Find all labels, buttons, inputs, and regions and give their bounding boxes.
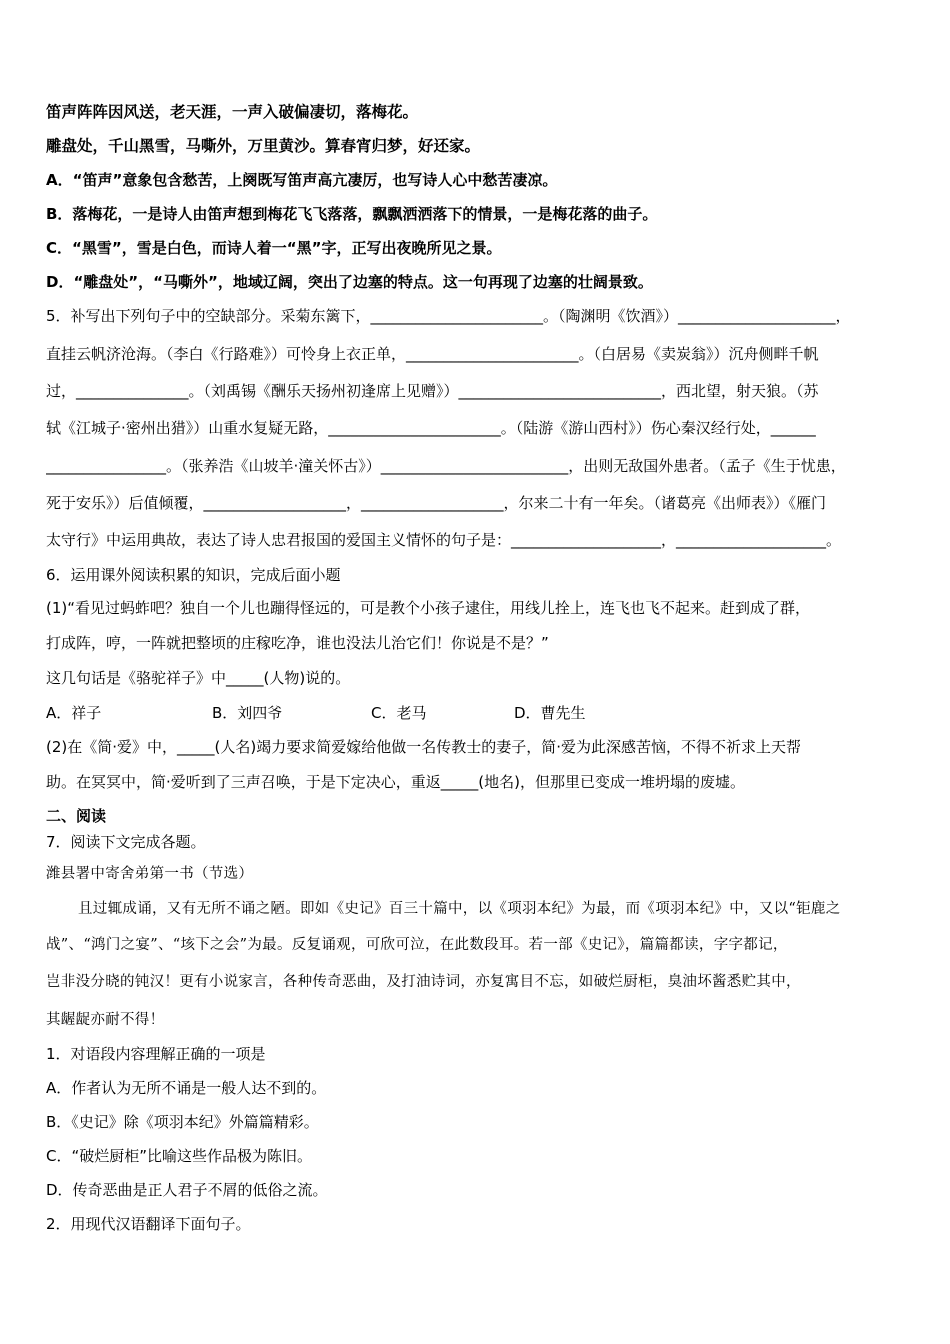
q6-p1-line-1: (1)“看见过蚂蚱吧？独自一个儿也蹦得怪远的，可是教个小孩子逮住，用线儿拴上，连飞也飞不起来。赶到成了群，	[46, 599, 811, 617]
q6-option-d: D．曹先生	[514, 704, 586, 722]
sub-question-1: 1．对语段内容理解正确的一项是	[46, 1045, 266, 1063]
q4-option-d: D．“雕盘处”，“马嘶外”，地域辽阔，突出了边塞的特点。这一句再现了边塞的壮阔景致。	[46, 273, 653, 291]
sub-question-2: 2．用现代汉语翻译下面句子。	[46, 1215, 251, 1233]
q6-option-c: C．老马	[371, 704, 427, 722]
q5-line-6: 死于安乐》）后值倾覆，___________________，___________________，尔来二十有一年矣。（诸葛亮《出师表》）《雁门	[46, 494, 827, 512]
passage-line-2: 战”、“鸿门之宴”、“垓下之会”为最。反复诵观，可欣可泣，在此数段耳。若一部《史记》，篇篇都读，字字都记，	[46, 937, 788, 953]
q7-instruction: 7．阅读下文完成各题。	[46, 833, 206, 851]
passage-title: 潍县署中寄舍弟第一书（节选）	[46, 866, 254, 882]
sub1-option-d: D．传奇恶曲是正人君子不屑的低俗之流。	[46, 1181, 328, 1199]
poem-line-2: 雕盘处，千山黑雪，马嘶外，万里黄沙。算春宵归梦，好还家。	[46, 136, 481, 155]
q5-line-2: 直挂云帆济沧海。（李白《行路难》）可怜身上衣正单，_______________________。（白居易《卖炭翁》）沉舟侧畔千帆	[46, 345, 819, 363]
sub1-option-a: A．作者认为无所不诵是一般人达不到的。	[46, 1079, 327, 1097]
q6-option-b: B．刘四爷	[212, 704, 283, 722]
q5-line-7: 太守行》中运用典故，表达了诗人忠君报国的爱国主义情怀的句子是：____________________，____________________。	[46, 531, 842, 549]
q6-p1-line-2: 打成阵，哼，一阵就把整顷的庄稼吃净，谁也没法儿治它们！你说是不是？”	[46, 634, 549, 652]
passage-line-3: 岂非没分晓的钝汉！更有小说家言，各种传奇恶曲，及打油诗词，亦复寓目不忘，如破烂厨柜，臭油坏酱悉贮其中，	[46, 974, 801, 990]
q6-title: 6．运用课外阅读积累的知识，完成后面小题	[46, 566, 341, 584]
passage-line-1: 且过辄成诵，又有无所不诵之陋。即如《史记》百三十篇中，以《项羽本纪》为最，而《项羽本纪》中，又以“钜鹿之	[78, 901, 841, 917]
sub1-option-c: C．“破烂厨柜”比喻这些作品极为陈旧。	[46, 1147, 313, 1165]
q6-p2-line-1: (2)在《简·爱》中，_____(人名)竭力要求简爱嫁给他做一名传教士的妻子，简·爱为此深感苦恼，不得不祈求上天帮	[46, 738, 801, 756]
q5-line-5: ________________。（张养浩《山坡羊·潼关怀古》）_________________________，出则无敌国外患者。（孟子《生于忧患，	[46, 457, 846, 475]
q4-option-b: B．落梅花，一是诗人由笛声想到梅花飞飞落落，飘飘洒洒落下的情景，一是梅花落的曲子。	[46, 205, 658, 223]
section-heading: 二、阅读	[46, 807, 107, 825]
q6-p2-line-2: 助。在冥冥中，简·爱听到了三声召唤，于是下定决心，重返_____(地名)，但那里已变成一堆坍塌的废墟。	[46, 773, 745, 791]
q5-line-3: 过，_______________。（刘禹锡《酬乐天扬州初逢席上见赠》）___________________________，西北望，射天狼。（苏	[46, 382, 819, 400]
q4-option-a: A．“笛声”意象包含愁苦，上阕既写笛声高亢凄厉，也写诗人心中愁苦凄凉。	[46, 171, 558, 189]
q6-option-a: A．祥子	[46, 704, 102, 722]
passage-line-4: 其龌龊亦耐不得！	[46, 1012, 165, 1028]
poem-line-1: 笛声阵阵因风送，老天涯，一声入破偏凄切，落梅花。	[46, 102, 419, 121]
q5-line-1: 5．补写出下列句子中的空缺部分。采菊东篱下，_______________________。（陶渊明《饮酒》）_____________________，	[46, 307, 851, 325]
q4-option-c: C．“黑雪”，雪是白色，而诗人着一“黑”字，正写出夜晚所见之景。	[46, 239, 502, 257]
q5-line-4: 轼《江城子·密州出猎》）山重水复疑无路，_______________________。（陆游《游山西村》）伤心秦汉经行处，______	[46, 419, 816, 437]
q6-options	[46, 703, 916, 723]
sub1-option-b: B．《史记》除《项羽本纪》外篇篇精彩。	[46, 1113, 319, 1131]
q6-p1-line-3: 这几句话是《骆驼祥子》中_____(人物)说的。	[46, 669, 351, 687]
